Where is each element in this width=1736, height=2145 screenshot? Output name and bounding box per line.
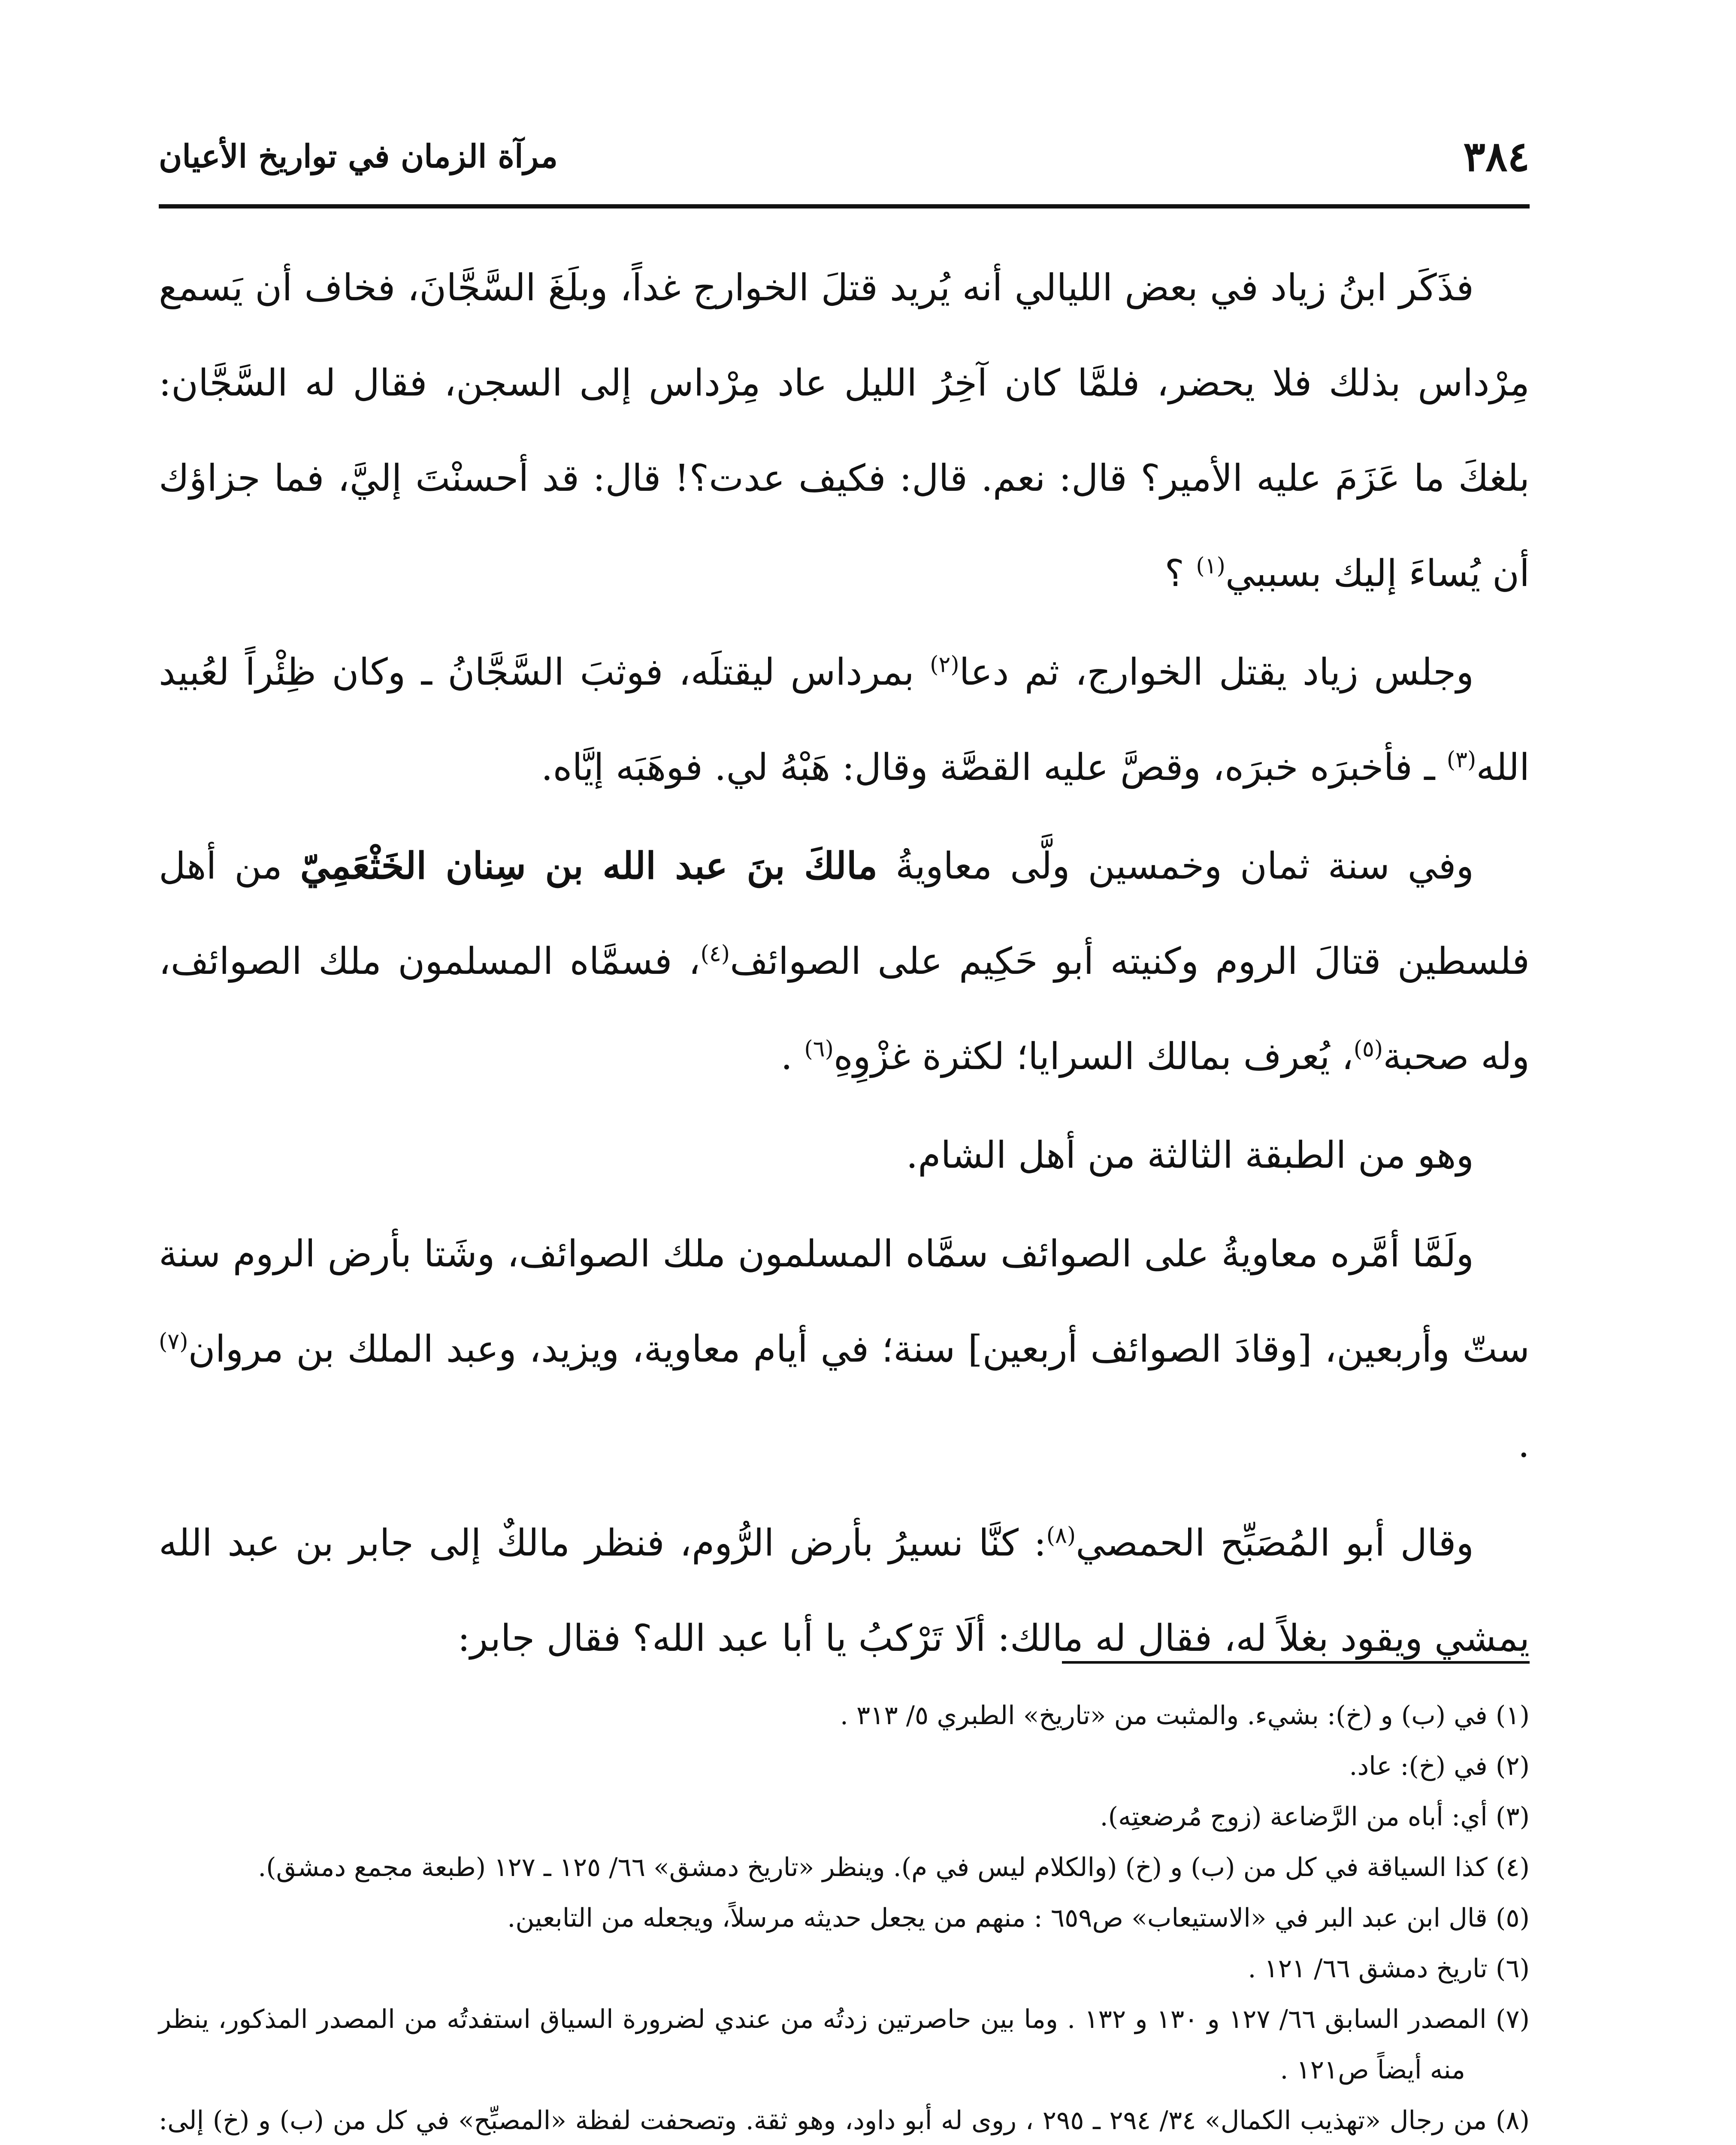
footnote-6: (٦) تاريخ دمشق ٦٦/ ١٢١ . (1248, 1954, 1530, 1984)
footnote-ref-2: (٢) (930, 652, 959, 678)
header-divider (159, 204, 1530, 208)
footnote-4: (٤) كذا السياقة في كل من (ب) و (خ) (والكلام ليس في م). وينظر «تاريخ دمشق» ٦٦/ ١٢٥ ـ ١٢٧ (طبعة مجمع دمشق). (258, 1852, 1530, 1882)
footnote-8: (٨) من رجال «تهذيب الكمال» ٣٤/ ٢٩٤ ـ ٢٩٥ ، روى له أبو داود، وهو ثقة. وتصحفت لفظة «المصبِّح» في كل من (ب) و (خ) إلى: (159, 2106, 1530, 2136)
paragraph-6: وقال أبو المُصَبِّح الحمصي$^{(٨)}$: كنَّا نسيرُ بأرض الرُّوم، فنظر مالكٌ إلى جابر بن عبد الله يمشي ويقود بغلاً له، فقال له مالك: ألَا تَرْكبُ يا أبا عبد الله؟ فقال جابر: (159, 1522, 1530, 1660)
paragraph-1: فذَكَر ابنُ زياد في بعض الليالي أنه يُريد قتلَ الخوارج غداً، وبلَغَ السَّجَّانَ، فخاف أن يَسمع مِرْداس بذلك فلا يحضر، فلمَّا كان آخِرُ الليل عاد مِرْداس إلى السجن، فقال له السَّجَّان: بلغكَ ما عَزَمَ عليه الأمير؟ قال: نعم. قال: فكيف عدت؟! قال: قد أحسنْتَ إليَّ، فما جزاؤك أن يُساءَ إليك بسببي$^{(١)}$ ؟ (159, 266, 1530, 595)
footnotes (159, 1690, 1530, 2145)
footnote-7: (٧) المصدر السابق ٦٦/ ١٢٧ و ١٣٠ و ١٣٢ . وما بين حاصرتين زدتُه من عندي لضرورة السياق استفدتُه من المصدر المذكور، ينظر منه أيضاً ص١٢١ . (159, 2004, 1530, 2085)
paragraph-4: وهو من الطبقة الثالثة من أهل الشام. (906, 1134, 1474, 1177)
footnote-ref-8: (٨) (1046, 1523, 1076, 1549)
footnote-ref-7: (٧) (159, 1329, 188, 1355)
footnote-divider (1062, 1661, 1530, 1664)
footnote-ref-5: (٥) (1353, 1036, 1383, 1062)
footnote-5: (٥) قال ابن عبد البر في «الاستيعاب» ص٦٥٩ : منهم من يجعل حديثه مرسلاً، ويجعله من التابعين. (507, 1903, 1530, 1933)
main-text (159, 240, 1530, 1689)
footnote-1: (١) في (ب) و (خ): بشيء. والمثبت من «تاريخ» الطبري ٥/ ٣١٣ . (840, 1701, 1530, 1731)
footnote-ref-3: (٣) (1446, 747, 1476, 773)
paragraph-5: ولَمَّا أمَّره معاويةُ على الصوائف سمَّاه المسلمون ملك الصوائف، وشَتا بأرض الروم سنة ستّ وأربعين، [وقادَ الصوائف أربعين] سنة؛ في أيام معاوية، ويزيد، وعبد الملك بن مروان$^{(٧)}$ . (159, 1233, 1530, 1466)
footnote-ref-6: (٦) (804, 1036, 834, 1062)
running-title: مرآة الزمان في تواريخ الأعيان (159, 138, 558, 175)
book-page (159, 0, 1530, 2145)
footnote-ref-1: (١) (1196, 553, 1225, 579)
footnote-2: (٢) في (خ): عاد. (1349, 1751, 1530, 1781)
person-name-bold: مالكَ بنَ عبد الله بن سِنان الخَثْعَمِيّ (300, 844, 878, 888)
page-number: ٣٨٤ (1463, 132, 1530, 181)
footnote-3: (٣) أي: أباه من الرَّضاعة (زوج مُرضعتِه). (1100, 1802, 1530, 1832)
footnote-ref-4: (٤) (700, 941, 730, 967)
page-header (159, 129, 1530, 184)
paragraph-3: وفي سنة ثمان وخمسين ولَّى معاويةُ مالكَ بنَ عبد الله بن سِنان الخَثْعَمِيّ من أهل فلسطين قتالَ الروم وكنيته أبو حَكِيم على الصوائف$^{(٤)}$، فسمَّاه المسلمون ملك الصوائف، وله صحبة$^{(٥)}$، يُعرف بمالك السرايا؛ لكثرة غزْوِهِ$^{(٦)}$ . (159, 844, 1530, 1078)
paragraph-2: وجلس زياد يقتل الخوارج، ثم دعا$^{(٢)}$ بمرداس ليقتلَه، فوثبَ السَّجَّانُ ـ وكان ظِئْراً لعُبيد الله$^{(٣)}$ ـ فأخبرَه خبرَه، وقصَّ عليه القصَّة وقال: هَبْهُ لي. فوهَبَه إيَّاه. (159, 651, 1530, 789)
